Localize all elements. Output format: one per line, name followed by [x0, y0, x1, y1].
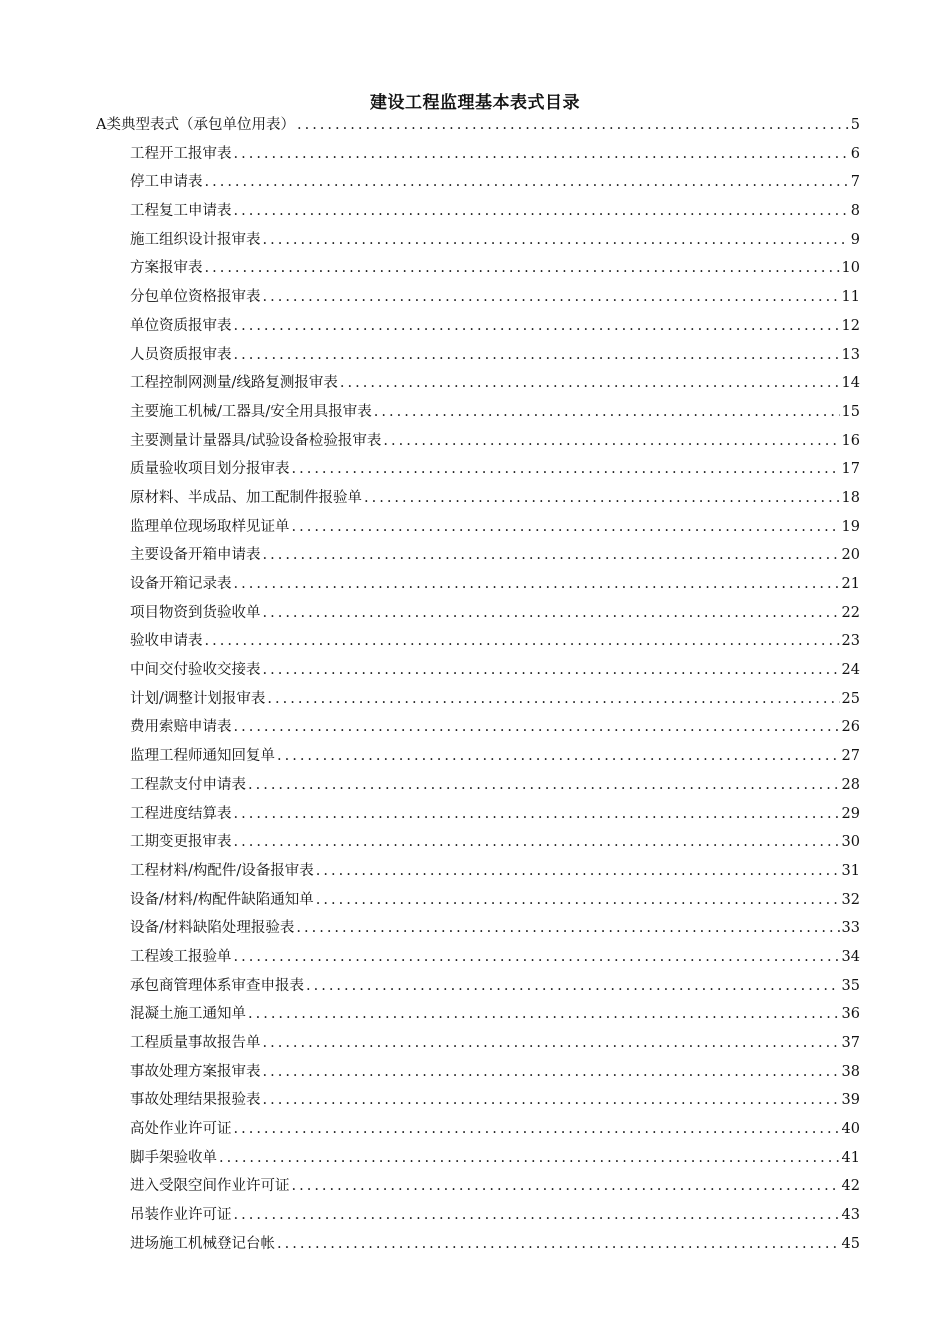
toc-entry-label: 承包商管理体系审查申报表	[130, 977, 304, 994]
toc-entry[interactable]	[96, 831, 860, 860]
toc-entry[interactable]	[96, 1147, 860, 1176]
toc-page-number: 35	[841, 977, 860, 994]
toc-page-number: 36	[841, 1006, 860, 1023]
toc-page-number: 45	[841, 1235, 860, 1252]
toc-entry[interactable]	[96, 401, 860, 430]
toc-entry-label: 单位资质报审表	[130, 317, 232, 334]
toc-entry-label: 主要施工机械/工器具/安全用具报审表	[130, 403, 372, 420]
toc-entry[interactable]	[96, 143, 860, 172]
toc-entry[interactable]	[96, 200, 860, 229]
toc-page-number: 23	[841, 633, 860, 650]
toc-entry[interactable]	[96, 630, 860, 659]
toc-entry[interactable]	[96, 917, 860, 946]
toc-entry[interactable]	[96, 487, 860, 516]
toc-dot-leader	[292, 458, 840, 480]
toc-entry-label: 人员资质报审表	[130, 346, 232, 363]
toc-page-number: 31	[841, 862, 860, 879]
toc-page-number: 7	[850, 174, 860, 191]
toc-entry-label: 设备/材料缺陷处理报验表	[130, 920, 295, 937]
toc-section-heading[interactable]	[96, 114, 860, 143]
toc-entry-label: 方案报审表	[130, 260, 203, 277]
toc-entry-label: 事故处理方案报审表	[130, 1063, 261, 1080]
toc-dot-leader	[263, 229, 849, 251]
toc-page-number: 18	[841, 489, 860, 506]
toc-page-number: 13	[841, 346, 860, 363]
toc-entry[interactable]	[96, 803, 860, 832]
toc-dot-leader	[263, 1032, 840, 1054]
toc-dot-leader	[292, 516, 840, 538]
page-title: 建设工程监理基本表式目录	[370, 93, 580, 113]
toc-page-number: 6	[850, 145, 860, 162]
toc-entry-label: 事故处理结果报验表	[130, 1092, 261, 1109]
toc-entry-label: 进场施工机械登记台帐	[130, 1235, 275, 1252]
toc-entry-label: 费用索赔申请表	[130, 719, 232, 736]
toc-page-number: 34	[841, 948, 860, 965]
toc-entry[interactable]	[96, 344, 860, 373]
toc-page-number: 12	[841, 317, 860, 334]
toc-entry[interactable]	[96, 860, 860, 889]
toc-dot-leader	[263, 544, 840, 566]
toc-entry-label: 工程复工申请表	[130, 203, 232, 220]
toc-dot-leader	[267, 688, 839, 710]
toc-page-number: 11	[841, 289, 860, 306]
toc-entry-label: 监理单位现场取样见证单	[130, 518, 290, 535]
toc-dot-leader	[277, 1233, 840, 1255]
toc-dot-leader	[234, 143, 849, 165]
toc-dot-leader	[248, 1003, 840, 1025]
toc-entry[interactable]	[96, 602, 860, 631]
toc-entry-label: 工程质量事故报告单	[130, 1035, 261, 1051]
toc-entry-label: 工程开工报审表	[130, 145, 232, 162]
toc-entry-label: 原材料、半成品、加工配制件报验单	[130, 489, 362, 506]
toc-page-number: 14	[841, 375, 860, 392]
toc-entry-label: 混凝土施工通知单	[130, 1006, 246, 1023]
toc-dot-leader	[234, 1204, 840, 1226]
toc-entry[interactable]	[96, 544, 860, 573]
toc-entry[interactable]	[96, 946, 860, 975]
toc-entry[interactable]	[96, 1118, 860, 1147]
toc-entry[interactable]	[96, 745, 860, 774]
toc-dot-leader	[316, 889, 840, 911]
toc-entry-label: 设备/材料/构配件缺陷通知单	[130, 891, 314, 908]
toc-entry[interactable]	[96, 229, 860, 258]
toc-dot-leader	[234, 803, 840, 825]
toc-dot-leader	[340, 372, 840, 394]
toc-entry[interactable]	[96, 257, 860, 286]
toc-dot-leader	[296, 917, 839, 939]
toc-entry[interactable]	[96, 716, 860, 745]
toc-entry-label: 主要设备开箱申请表	[130, 547, 261, 564]
toc-entry[interactable]	[96, 573, 860, 602]
toc-entry[interactable]	[96, 1061, 860, 1090]
toc-dot-leader	[277, 745, 840, 767]
toc-entry[interactable]	[96, 889, 860, 918]
toc-dot-leader	[263, 659, 840, 681]
toc-page-number: 20	[841, 547, 860, 564]
toc-dot-leader	[234, 1118, 840, 1140]
toc-entry[interactable]	[96, 1175, 860, 1204]
toc-entry-label: 工期变更报审表	[130, 834, 232, 851]
toc-dot-leader	[306, 975, 840, 997]
toc-entry-label: 工程款支付申请表	[130, 776, 246, 793]
toc-entry[interactable]	[96, 171, 860, 200]
toc-page-number: 42	[841, 1178, 860, 1195]
toc-entry-label: 监理工程师通知回复单	[130, 748, 275, 765]
toc-entry-label: 停工申请表	[130, 174, 203, 191]
toc-entry-label: 高处作业许可证	[130, 1121, 232, 1138]
toc-page-number: 40	[841, 1121, 860, 1138]
toc-page-number: 28	[841, 776, 860, 793]
toc-entry-label: 工程控制网测量/线路复测报审表	[130, 375, 338, 392]
toc-page-number: 26	[841, 719, 860, 736]
toc-entry-label: 脚手架验收单	[130, 1149, 217, 1166]
toc-entry-label: 设备开箱记录表	[130, 576, 232, 592]
toc-page-number: 9	[850, 231, 860, 248]
toc-entry-label: 工程材料/构配件/设备报审表	[130, 862, 314, 879]
toc-dot-leader	[364, 487, 840, 509]
toc-dot-leader	[205, 630, 840, 652]
toc-entry[interactable]	[96, 315, 860, 344]
toc-entry[interactable]	[96, 286, 860, 315]
toc-entry-label: 工程竣工报验单	[130, 948, 232, 965]
toc-dot-leader	[263, 1089, 840, 1111]
toc-dot-leader	[205, 171, 849, 193]
toc-page-number: 15	[841, 403, 860, 420]
toc-entry[interactable]	[96, 372, 860, 401]
toc-page-number: 8	[850, 203, 860, 220]
toc-page-number: 39	[841, 1092, 860, 1109]
toc-entry-label: 工程进度结算表	[130, 805, 232, 822]
toc-page-number: 30	[841, 834, 860, 851]
toc-entry[interactable]	[96, 458, 860, 487]
toc-page-number: 5	[850, 117, 860, 133]
toc-entry[interactable]	[96, 516, 860, 545]
toc-entry-label: 主要测量计量器具/试验设备检验报审表	[130, 432, 382, 449]
toc-dot-leader	[263, 602, 840, 624]
toc-entry[interactable]	[96, 1003, 860, 1032]
toc-page-number: 24	[841, 662, 860, 679]
toc-entry-label: 进入受限空间作业许可证	[130, 1178, 290, 1195]
toc-page-number: 29	[841, 805, 860, 822]
toc-page-number: 16	[841, 432, 860, 449]
toc-dot-leader	[316, 860, 840, 882]
toc-dot-leader	[205, 257, 840, 279]
toc-dot-leader	[234, 716, 840, 738]
toc-entry[interactable]	[96, 1089, 860, 1118]
toc-dot-leader	[234, 831, 840, 853]
toc-dot-leader	[374, 401, 840, 423]
toc-page-number: 41	[841, 1149, 860, 1166]
toc-page-number: 43	[841, 1207, 860, 1224]
toc-page-number: 33	[841, 920, 860, 937]
toc-entry-label: 项目物资到货验收单	[130, 604, 261, 621]
toc-dot-leader	[219, 1147, 840, 1169]
toc-entry[interactable]	[96, 774, 860, 803]
toc-entry[interactable]	[96, 688, 860, 717]
toc-dot-leader	[297, 114, 849, 136]
toc-dot-leader	[234, 946, 840, 968]
toc-entry-label: 吊装作业许可证	[130, 1207, 232, 1224]
toc-entry-label: 验收申请表	[130, 633, 203, 650]
toc-entry[interactable]	[96, 1032, 860, 1061]
toc-dot-leader	[248, 774, 840, 796]
toc-entry[interactable]	[96, 659, 860, 688]
toc-dot-leader	[263, 1061, 840, 1083]
table-of-contents	[96, 114, 860, 1262]
toc-entry[interactable]	[96, 975, 860, 1004]
toc-page-number: 32	[841, 891, 860, 908]
toc-entry-label: 施工组织设计报审表	[130, 231, 261, 248]
toc-page-number: 25	[841, 690, 860, 707]
toc-entry[interactable]	[96, 1233, 860, 1262]
toc-dot-leader	[234, 573, 840, 595]
toc-entry-label: 计划/调整计划报审表	[130, 690, 266, 707]
toc-page-number: 19	[841, 518, 860, 535]
toc-page-number: 38	[841, 1063, 860, 1080]
toc-dot-leader	[263, 286, 840, 308]
toc-entry-label: 质量验收项目划分报审表	[130, 461, 290, 478]
toc-dot-leader	[234, 344, 840, 366]
toc-page-number: 21	[841, 576, 860, 592]
toc-entry-label: 分包单位资格报审表	[130, 289, 261, 306]
toc-entry[interactable]	[96, 1204, 860, 1233]
toc-page-number: 27	[841, 748, 860, 765]
toc-page-number: 22	[841, 604, 860, 621]
toc-entry-label: 中间交付验收交接表	[130, 662, 261, 679]
toc-dot-leader	[234, 315, 840, 337]
toc-page-number: 10	[841, 260, 860, 277]
toc-entry[interactable]	[96, 430, 860, 459]
toc-dot-leader	[383, 430, 839, 452]
toc-page-number: 17	[841, 461, 860, 478]
toc-dot-leader	[234, 200, 849, 222]
toc-entry-label: A类典型表式（承包单位用表）	[96, 117, 295, 133]
toc-page-number: 37	[841, 1035, 860, 1051]
toc-dot-leader	[292, 1175, 840, 1197]
